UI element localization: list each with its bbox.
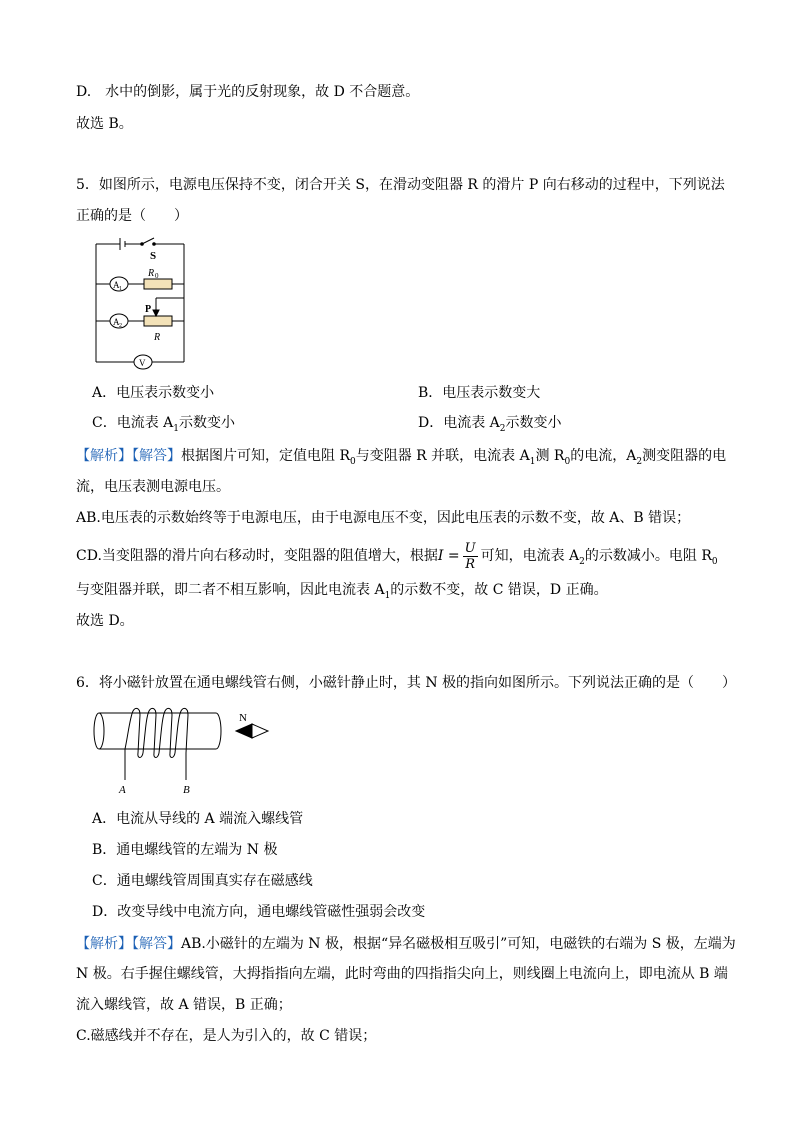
ammeter-a1-sub: 1 — [119, 286, 122, 292]
ammeter-a1-label: A — [113, 280, 120, 290]
slider-p-label: P — [145, 304, 152, 315]
q5-option-d: D．电流表 $A_2$示数变小 — [418, 415, 562, 434]
q5-analysis-line5: 与变阻器并联，即二者不相互影响，因此电流表 $A_1$的示数不变，故 C 错误，D 正确。 — [76, 582, 608, 601]
lead-b-label: B — [183, 784, 190, 796]
switch-label: S — [150, 250, 157, 262]
analysis-tag: 【解析】【解答】 — [76, 448, 181, 464]
q6-option-b: B．通电螺线管的左端为 N 极 — [92, 842, 278, 858]
formula-i: I = — [437, 548, 460, 564]
q6-stem: 6．将小磁针放置在通电螺线管右侧，小磁针静止时，其 N 极的指向如图所示。下列说法正确的是（ ） — [76, 675, 737, 691]
lead-a-label: A — [119, 784, 126, 796]
ammeter-a2-sub: 2 — [119, 323, 122, 329]
needle-n-label: N — [239, 712, 247, 724]
formula-fraction: $\frac{U}{R}$ — [464, 540, 476, 572]
prev-answer: 故选 B。 — [76, 116, 133, 132]
q5-analysis-line1: 【解析】【解答】根据图片可知，定值电阻 $R_0$与变阻器 R 并联，电流表 $A_1$测 $R_0$的电流，$A_2$测变阻器的电 — [76, 448, 727, 467]
q5-option-a: A．电压表示数变小 — [92, 385, 215, 401]
q6-option-a: A．电流从导线的 A 端流入螺线管 — [92, 811, 304, 827]
r0-label-sub: 0 — [155, 272, 159, 280]
q5-option-b: B．电压表示数变大 — [418, 385, 541, 401]
q5-analysis-line4: CD.当变阻器的滑片向右移动时，变阻器的阻值增大，根据I = $\frac{U}{R}$ 可知，电流表 $A_2$的示数减小。电阻 $R_0$ — [76, 540, 718, 572]
prev-option-d: D. 水中的倒影，属于光的反射现象，故 D 不合题意。 — [76, 84, 420, 100]
q6-analysis-line2: N 极。右手握住螺线管，大拇指指向左端，此时弯曲的四指指尖向上，则线圈上电流向上，即电流从 B 端 — [76, 966, 728, 982]
r0-label: R — [148, 268, 155, 279]
q6-analysis-line4: C.磁感线并不存在，是人为引入的，故 C 错误； — [76, 1028, 377, 1044]
q6-analysis-line3: 流入螺线管，故 A 错误，B 正确； — [76, 997, 292, 1013]
q5-answer: 故选 D。 — [76, 613, 134, 629]
q5-stem-line2: 正确的是（ ） — [76, 208, 188, 224]
rheostat-r-label: R — [154, 332, 161, 343]
q5-circuit-figure — [88, 236, 198, 370]
q6-option-d: D．改变导线中电流方向，通电螺线管磁性强弱会改变 — [92, 904, 426, 920]
q6-analysis-line1: 【解析】【解答】AB.小磁针的左端为 N 极，根据“异名磁极相互吸引”可知，电磁铁的右端为 S 极，左端为 — [76, 936, 736, 952]
q5-analysis-line2: 流，电压表测电源电压。 — [76, 479, 230, 495]
q5-option-c: C．电流表 $A_1$示数变小 — [92, 415, 236, 434]
ammeter-a2-label: A — [113, 317, 120, 327]
q5-stem-line1: 5．如图所示，电源电压保持不变，闭合开关 S，在滑动变阻器 R 的滑片 P 向右移动的过程中，下列说法 — [76, 177, 725, 193]
q6-solenoid-figure — [88, 705, 278, 800]
q5-analysis-line3: AB.电压表的示数始终等于电源电压，由于电源电压不变，因此电压表的示数不变，故 A、B 错误； — [76, 510, 691, 526]
q6-option-c: C．通电螺线管周围真实存在磁感线 — [92, 873, 313, 889]
voltmeter-label: V — [139, 358, 146, 368]
analysis-tag: 【解析】【解答】 — [76, 936, 181, 952]
